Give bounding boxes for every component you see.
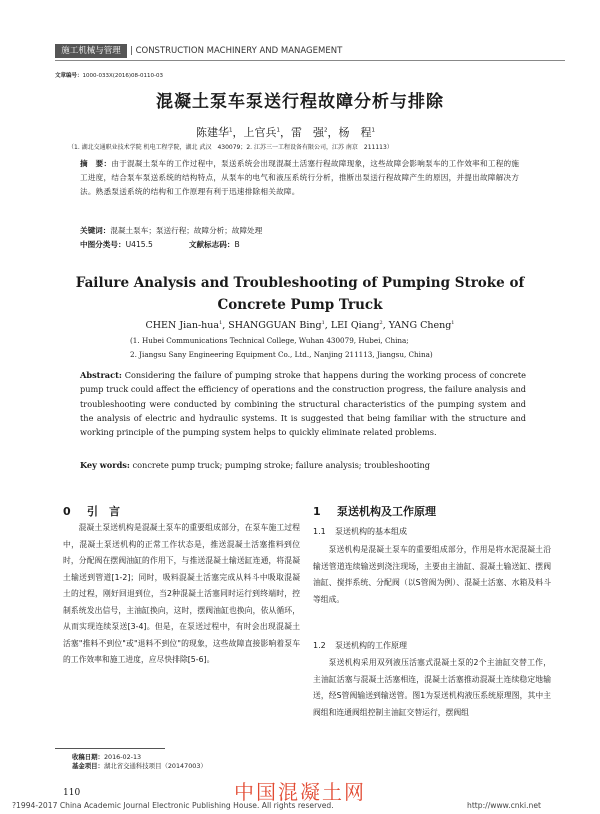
title-en: Failure Analysis and Troubleshooting of Pumping Stroke of Concrete Pump Truck — [75, 275, 525, 313]
section-intro-text: 混凝土泵送机构是混凝土泵车的重要组成部分，在泵车施工过程中，混凝土泵送机构的正常工作状态是，推送混凝土活塞推料到位时，分配阀在摆阀油缸的作用下，与推送混凝土输送缸连通，将混凝土输送到管道[1-2]；同时，吸料混凝土活塞完成从料斗中吸取混凝土的过程，刚好回退到位，当2种混凝土活塞同时运行到终端时，控制系统发出信号，主油缸换向，这时，摆阀油缸也换向，依从循环，从而实现连续泵送[3-4]。但是，在泵送过程中，有时会出现混凝土活塞"推料不到位"或"退料不到位"的现象，这些故障直接影响着泵车的工作效率和施工进度，应尽快排除[5-6]。 — [63, 523, 300, 664]
header-rule — [55, 60, 565, 61]
subsection-composition-text: 泵送机构是混凝土泵车的重要组成部分，作用是将水泥混凝土沿输送管道连续输送到浇注现场，主要由主油缸、混凝土输送缸、摆阀油缸、搅拌系统、分配阀（以S管阀为例）、混凝土活塞、水箱及料斗等组成。 — [313, 545, 551, 604]
subsection-principle-text: 泵送机构采用双列液压活塞式混凝土泵的2个主油缸交替工作，主油缸活塞与混凝土活塞相连，混凝土活塞推动混凝土连续稳定地输送，经S管阀输送到输送管。图1为泵送机构液压系统原理图，其中主阀组和连通阀组控制主油缸交替运行，摆阀组 — [313, 658, 551, 717]
page-number: 110 — [63, 788, 81, 798]
copyright-notice: ?1994-2017 China Academic Journal Electronic Publishing House. All rights reserved. — [12, 801, 334, 810]
keywords-en: Key words: concrete pump truck; pumping stroke; failure analysis; troubleshooting — [80, 460, 430, 470]
affiliation-en: (1. Hubei Communications Technical College, Wuhan 430079, Hubei, China; 2. Jiangsu Sany Engineering Equipment Co., Ltd., Nanjing 211113, Jiangsu, China) — [130, 336, 433, 359]
cnki-link[interactable]: http://www.cnki.net — [467, 801, 541, 810]
classification-cn: 中图分类号：U415.5 文献标志码：B — [80, 240, 240, 249]
subsection-heading-composition: 1.1 泵送机构的基本组成 — [313, 527, 407, 536]
title-cn: 混凝土泵车泵送行程故障分析与排除 — [156, 92, 444, 112]
section-heading-intro: 0 引 言 — [63, 505, 120, 518]
journal-header — [55, 44, 565, 58]
subsection-heading-principle: 1.2 泵送机构的工作原理 — [313, 641, 407, 650]
abstract-cn: 摘 要：由于混凝土泵车的工作过程中，泵送系统会出现混凝土活塞行程故障现象，这些故障会影响泵车的工作效率和工程的施工进度，结合泵车泵送系统的结构特点，从泵车的电气和液压系统行分析，推断出泵送行程故障产生的原因，并提出故障解决方法。熟悉泵送系统的结构和工作原理有利于迅速排除相关故障。 — [80, 159, 520, 197]
watermark: 中国混凝土网 — [234, 780, 366, 804]
authors-en: CHEN Jian-hua$^1$, SHANGGUAN Bing$^1$, LEI Qiang$^2$, YANG Cheng$^1$ — [145, 320, 455, 332]
authors-cn: 陈建华$^1$，上官兵$^1$，雷 强$^2$，杨 程$^1$ — [196, 126, 375, 139]
abstract-en: Abstract: Considering the failure of pumping stroke that happens during the working process of concrete pump truck could affect the efficiency of operations and the construction progress, the failure analysis and troubleshooting were conducted by combining the structural characteristics of the pumping system and the analysis of electric and hydraulic systems. It is suggested that being familiar with the structure and working principle of the pumping system helps to quickly eliminate related problems. — [80, 370, 526, 438]
keywords-cn: 关键词：混凝土泵车；泵送行程；故障分析；故障处理 — [80, 226, 263, 235]
section-heading-mechanism: 1 泵送机构及工作原理 — [313, 505, 436, 518]
footnote-rule — [55, 748, 165, 749]
journal-name-en: | CONSTRUCTION MACHINERY AND MANAGEMENT — [130, 46, 343, 56]
journal-name-cn: 施工机械与管理 — [55, 44, 127, 58]
article-number: 文章编号：1000-033X(2016)08-0110-03 — [55, 73, 164, 79]
affiliation-cn: （1. 湖北交通职业技术学院 机电工程学院，湖北 武汉 430079；2. 江苏三一工程设备有限公司，江苏 南京 211113） — [68, 144, 393, 151]
footnote-fund: 基金项目：湖北省交通科技项目（20147003） — [72, 762, 207, 770]
footnote-received: 收稿日期：2016-02-13 — [72, 753, 142, 761]
